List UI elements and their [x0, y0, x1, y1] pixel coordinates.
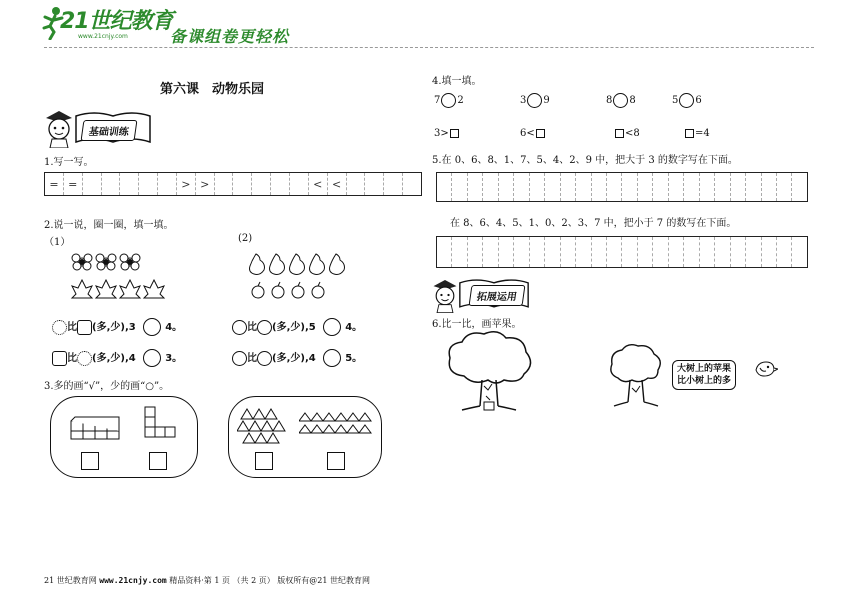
triangle-group-icon: [299, 411, 377, 437]
writing-cell[interactable]: [365, 173, 384, 195]
answer-circle[interactable]: [613, 93, 628, 108]
writing-cell[interactable]: [290, 173, 309, 195]
cube-stack-icon: [141, 403, 185, 443]
compare-text: (多,少),5: [272, 322, 316, 333]
q4-suffix: =4: [695, 128, 710, 139]
q5-label: 5.在 0、6、8、1、7、5、4、2、9 中，把大于 3 的数字写在下面。: [432, 155, 738, 166]
basic-badge-label: 基础训练: [81, 120, 138, 141]
writing-cell[interactable]: [792, 237, 806, 267]
writing-cell[interactable]: [792, 173, 806, 201]
compare-number: 4。: [165, 322, 183, 333]
flower-icon: [77, 351, 92, 366]
footer-page-info: 精品资料·第 1 页 （共 2 页） 版权所有@21 世纪教育网: [169, 576, 370, 585]
speech-line-1: 大树上的苹果: [677, 364, 732, 374]
writing-cell[interactable]: [638, 173, 653, 201]
writing-cell[interactable]: [468, 237, 483, 267]
writing-cell[interactable]: [271, 173, 290, 195]
writing-cell[interactable]: [468, 173, 483, 201]
writing-cell[interactable]: [777, 237, 792, 267]
small-tree-icon: [608, 342, 664, 408]
writing-cell[interactable]: [731, 173, 746, 201]
writing-cell[interactable]: [622, 173, 637, 201]
answer-circle[interactable]: [143, 349, 161, 367]
answer-box[interactable]: [536, 129, 545, 138]
writing-cell[interactable]: [669, 173, 684, 201]
basic-badge: [42, 108, 152, 148]
cubes-cloud: [50, 396, 198, 478]
q4-fill-item: [520, 128, 546, 139]
answer-circle[interactable]: [679, 93, 694, 108]
page-title: 第六课 动物乐园: [160, 82, 265, 97]
writing-cell[interactable]: [499, 237, 514, 267]
answer-box[interactable]: [327, 452, 345, 470]
apple-icon: [272, 282, 284, 298]
writing-cell[interactable]: [483, 237, 498, 267]
pear-icon: [290, 254, 305, 275]
q1-writing-grid: [44, 172, 422, 196]
writing-cell[interactable]: [561, 173, 576, 201]
cartoon-child-icon: [430, 277, 460, 313]
q3-label: 3.多的画“√”，少的画“○”。: [44, 381, 170, 392]
writing-cell[interactable]: [762, 237, 777, 267]
writing-cell[interactable]: [437, 173, 452, 201]
answer-circle[interactable]: [323, 318, 341, 336]
big-tree-icon: [444, 330, 534, 414]
writing-cell[interactable]: [700, 173, 715, 201]
header-divider: [44, 47, 814, 48]
triangles-cloud: [228, 396, 382, 478]
q2-compare-row2-left: [52, 349, 182, 367]
q2-part1-label: （1）: [44, 237, 71, 248]
q4-number-left: 8: [606, 95, 613, 106]
compare-text: (多,少),4: [92, 353, 136, 364]
cartoon-child-icon: [42, 108, 76, 148]
flower-icon: [52, 320, 67, 335]
triangle-group-icon: [237, 407, 287, 447]
flower-icon: [96, 254, 116, 270]
answer-box[interactable]: [450, 129, 459, 138]
answer-box[interactable]: [81, 452, 99, 470]
writing-cell[interactable]: [83, 173, 102, 195]
writing-cell[interactable]: <: [328, 173, 347, 195]
q2-part2-label: (2): [238, 233, 253, 244]
q4-fill-item: [684, 128, 710, 139]
answer-box[interactable]: [255, 452, 273, 470]
q4-row2: [434, 128, 734, 144]
writing-cell[interactable]: [607, 173, 622, 201]
q4-row1: [434, 93, 734, 113]
q5-grid-1: [436, 172, 808, 202]
q4-compare-item: [606, 93, 636, 108]
pear-apple-picture: [246, 250, 358, 302]
writing-cell[interactable]: [622, 237, 637, 267]
q4-number-right: 9: [543, 95, 550, 106]
answer-circle[interactable]: [441, 93, 456, 108]
writing-cell[interactable]: [483, 173, 498, 201]
writing-cell[interactable]: [120, 173, 139, 195]
writing-cell[interactable]: >: [177, 173, 196, 195]
writing-cell[interactable]: [561, 237, 576, 267]
flower-leaf-picture: [70, 250, 170, 302]
speech-bubble: [672, 360, 736, 390]
writing-cell[interactable]: [592, 173, 607, 201]
logo-site: www.21cnjy.com: [78, 33, 128, 40]
writing-cell[interactable]: [607, 237, 622, 267]
writing-cell[interactable]: [530, 173, 545, 201]
writing-cell[interactable]: [592, 237, 607, 267]
writing-cell[interactable]: [684, 237, 699, 267]
compare-word: 比: [247, 322, 257, 333]
writing-cell[interactable]: [653, 173, 668, 201]
writing-cell[interactable]: [669, 237, 684, 267]
writing-cell[interactable]: [102, 173, 121, 195]
q4-suffix: <8: [625, 128, 640, 139]
writing-cell[interactable]: [715, 173, 730, 201]
pear-icon: [250, 254, 265, 275]
answer-circle[interactable]: [323, 349, 341, 367]
q4-number-left: 3: [520, 95, 527, 106]
extend-badge-label: 拓展运用: [469, 285, 526, 306]
q4-compare-item: [672, 93, 702, 108]
writing-cell[interactable]: [638, 237, 653, 267]
answer-box[interactable]: [685, 129, 694, 138]
cube-stack-icon: [69, 411, 121, 441]
flower-icon: [120, 254, 140, 270]
logo-text: 21世纪教育: [60, 9, 173, 34]
leaf-icon: [72, 280, 92, 298]
footer-url[interactable]: www.21cnjy.com: [99, 576, 167, 585]
writing-cell[interactable]: [452, 173, 467, 201]
q2-compare-row1-left: [52, 318, 182, 336]
compare-word: 比: [67, 322, 77, 333]
writing-cell[interactable]: [545, 237, 560, 267]
answer-box[interactable]: [149, 452, 167, 470]
writing-cell[interactable]: [746, 237, 761, 267]
q5-label-2: 在 8、6、4、5、1、0、2、3、7 中，把小于 7 的数写在下面。: [450, 218, 737, 229]
q4-number-right: 8: [629, 95, 636, 106]
apple-icon: [257, 320, 272, 335]
writing-cell[interactable]: [715, 237, 730, 267]
apple-icon: [252, 282, 264, 298]
q4-compare-item: [434, 93, 464, 108]
writing-cell[interactable]: [545, 173, 560, 201]
q6-label: 6.比一比，画苹果。: [432, 319, 522, 330]
writing-cell[interactable]: =: [64, 173, 83, 195]
answer-box[interactable]: [615, 129, 624, 138]
writing-cell[interactable]: [215, 173, 234, 195]
writing-cell[interactable]: [746, 173, 761, 201]
writing-cell[interactable]: [576, 173, 591, 201]
apple-icon: [292, 282, 304, 298]
q4-fill-item: [434, 128, 460, 139]
bird-icon: [752, 358, 778, 380]
q2-label: 2.说一说，圈一圈，填一填。: [44, 220, 174, 231]
q4-fill-item: [614, 128, 640, 139]
q4-number-right: 2: [457, 95, 464, 106]
answer-circle[interactable]: [143, 318, 161, 336]
q5-grid-2: [436, 236, 808, 268]
answer-circle[interactable]: [527, 93, 542, 108]
compare-number: 3。: [165, 353, 183, 364]
writing-cell[interactable]: [777, 173, 792, 201]
compare-text: (多,少),4: [272, 353, 316, 364]
writing-cell[interactable]: [403, 173, 421, 195]
writing-cell[interactable]: [499, 173, 514, 201]
speech-line-2: 比小树上的多: [677, 376, 732, 386]
q1-label: 1.写一写。: [44, 157, 94, 168]
writing-cell[interactable]: [158, 173, 177, 195]
q4-number-left: 5: [672, 95, 679, 106]
writing-cell[interactable]: >: [196, 173, 215, 195]
q4-number-right: 6: [695, 95, 702, 106]
compare-number: 5。: [345, 353, 363, 364]
q4-label: 4.填一填。: [432, 76, 482, 87]
writing-cell[interactable]: [347, 173, 366, 195]
leaf-icon: [77, 320, 92, 335]
leaf-icon: [52, 351, 67, 366]
header-slogan: 备课组卷更轻松: [170, 27, 290, 46]
pear-icon: [310, 254, 325, 275]
leaf-icon: [120, 280, 140, 298]
footer-site-name: 21 世纪教育网: [44, 576, 97, 585]
writing-cell[interactable]: [252, 173, 271, 195]
apple-icon: [232, 351, 247, 366]
writing-cell[interactable]: [653, 237, 668, 267]
writing-cell[interactable]: [762, 173, 777, 201]
pear-icon: [232, 320, 247, 335]
q2-compare-row2-right: [232, 349, 362, 367]
q4-number-left: 7: [434, 95, 441, 106]
q2-compare-row1-right: [232, 318, 362, 336]
apple-icon: [312, 282, 324, 298]
writing-cell[interactable]: [233, 173, 252, 195]
footer: [44, 575, 370, 586]
writing-cell[interactable]: =: [45, 173, 64, 195]
writing-cell[interactable]: [384, 173, 403, 195]
q4-prefix: 6<: [520, 128, 535, 139]
flower-icon: [72, 254, 92, 270]
q4-compare-item: [520, 93, 550, 108]
writing-cell[interactable]: [452, 237, 467, 267]
writing-cell[interactable]: [139, 173, 158, 195]
writing-cell[interactable]: <: [309, 173, 328, 195]
pear-icon: [257, 351, 272, 366]
writing-cell[interactable]: [576, 237, 591, 267]
writing-cell[interactable]: [437, 237, 452, 267]
writing-cell[interactable]: [530, 237, 545, 267]
writing-cell[interactable]: [700, 237, 715, 267]
pear-icon: [270, 254, 285, 275]
writing-cell[interactable]: [514, 237, 529, 267]
writing-cell[interactable]: [684, 173, 699, 201]
compare-word: 比: [67, 353, 77, 364]
compare-number: 4。: [345, 322, 363, 333]
compare-word: 比: [247, 353, 257, 364]
compare-text: (多,少),3: [92, 322, 136, 333]
leaf-icon: [144, 280, 164, 298]
writing-cell[interactable]: [731, 237, 746, 267]
leaf-icon: [96, 280, 116, 298]
writing-cell[interactable]: [514, 173, 529, 201]
extend-badge: [430, 277, 540, 313]
pear-icon: [330, 254, 345, 275]
q4-prefix: 3>: [434, 128, 449, 139]
